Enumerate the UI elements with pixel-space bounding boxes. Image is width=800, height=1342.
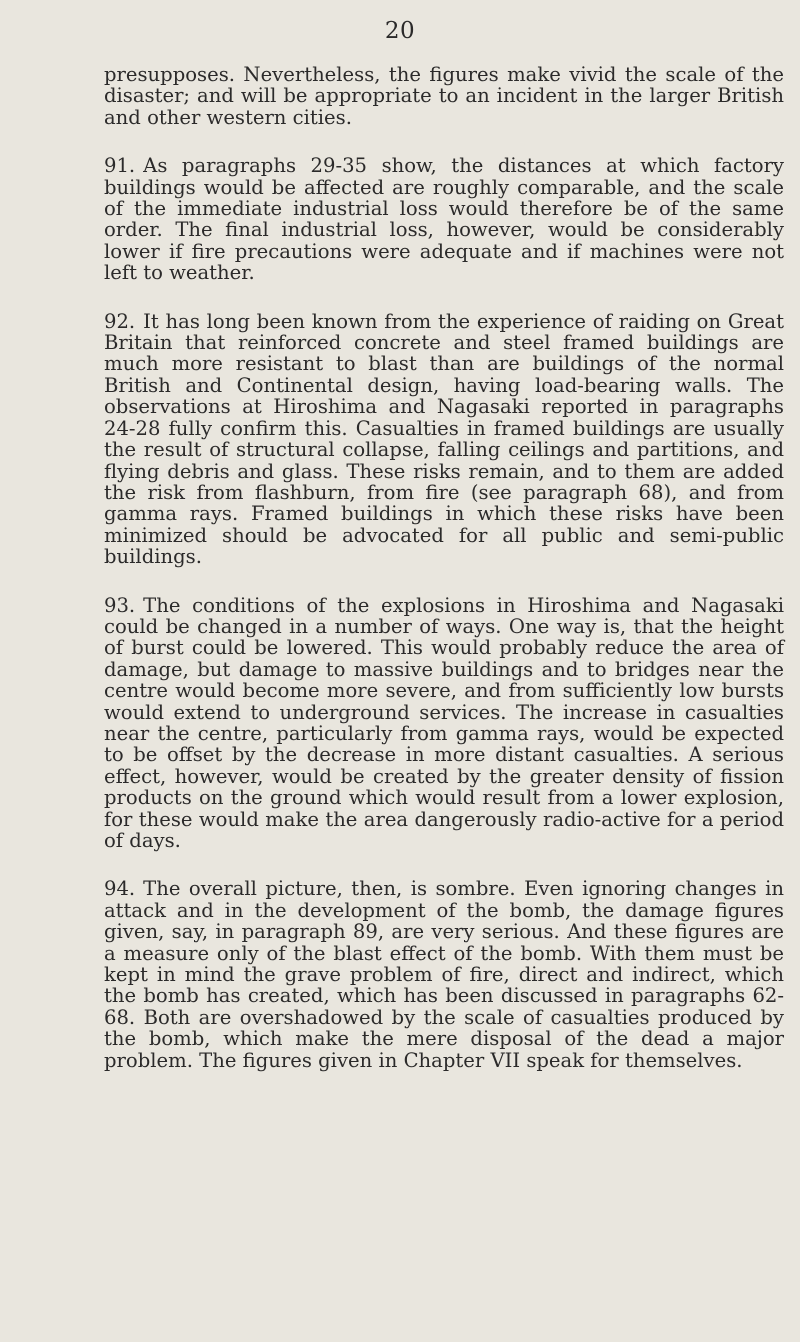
- paragraph-91: [104, 155, 784, 283]
- paragraph-text: The conditions of the explosions in Hiroshima and Nagasaki could be changed in a number of ways. One way is, that the height of burst could be lowered. This would probably reduce the area of damage, but damage to massive buildings and to bridges near the centre would become more severe, and from sufficiently low bursts would extend to underground services. The increase in casualties near the centre, particularly from gamma rays, would be expected to be offset by the decrease in more distant casualties. A serious effect, however, would be created by the greater density of fission products on the ground which would result from a lower explosion, for these would make the area dangerously radio-active for a period of days.: [104, 593, 784, 852]
- paragraph-number: 92.: [104, 309, 136, 333]
- paragraph-text: As paragraphs 29-35 show, the distances at which factory buildings would be affected are roughly comparable, and the scale of the immediate industrial loss would therefore be of the same order. The final industrial loss, however, would be considerably lower if fire precautions were adequate and if machines were not left to weather.: [104, 154, 784, 285]
- paragraph-continuation: [104, 64, 784, 128]
- paragraph-text: The overall picture, then, is sombre. Even ignoring changes in attack and in the development of the bomb, the damage figures given, say, in paragraph 89, are very serious. And these figures are a measure only of the blast effect of the bomb. With them must be kept in mind the grave problem of fire, direct and indirect, which the bomb has created, which has been discussed in paragraphs 62-68. Both are overshadowed by the scale of casualties produced by the bomb, which make the mere disposal of the dead a major problem. The figures given in Chapter VII speak for themselves.: [104, 877, 784, 1072]
- paragraph-93: [104, 595, 784, 852]
- paragraph-94: [104, 878, 784, 1071]
- paragraph-92: [104, 311, 784, 568]
- body-text: [104, 64, 784, 1098]
- paragraph-text: It has long been known from the experience of raiding on Great Britain that reinforced concrete and steel framed buildings are much more resistant to blast than are buildings of the normal British and Continental design, having load-bearing walls. The observations at Hiroshima and Nagasaki reported in paragraphs 24-28 fully confirm this. Casualties in framed buildings are usually the result of structural collapse, falling ceilings and partitions, and flying debris and glass. These risks remain, and to them are added the risk from flashburn, from fire (see paragraph 68), and from gamma rays. Framed buildings in which these risks have been minimized should be advocated for all public and semi-public buildings.: [104, 309, 784, 569]
- page-number: 20: [384, 18, 416, 44]
- paragraph-number: 93.: [104, 593, 136, 617]
- paragraph-text: presupposes. Nevertheless, the figures make vivid the scale of the disaster; and will be appropriate to an incident in the larger British and other western cities.: [104, 63, 784, 129]
- paragraph-number: 94.: [104, 877, 136, 901]
- paragraph-number: 91.: [104, 154, 136, 178]
